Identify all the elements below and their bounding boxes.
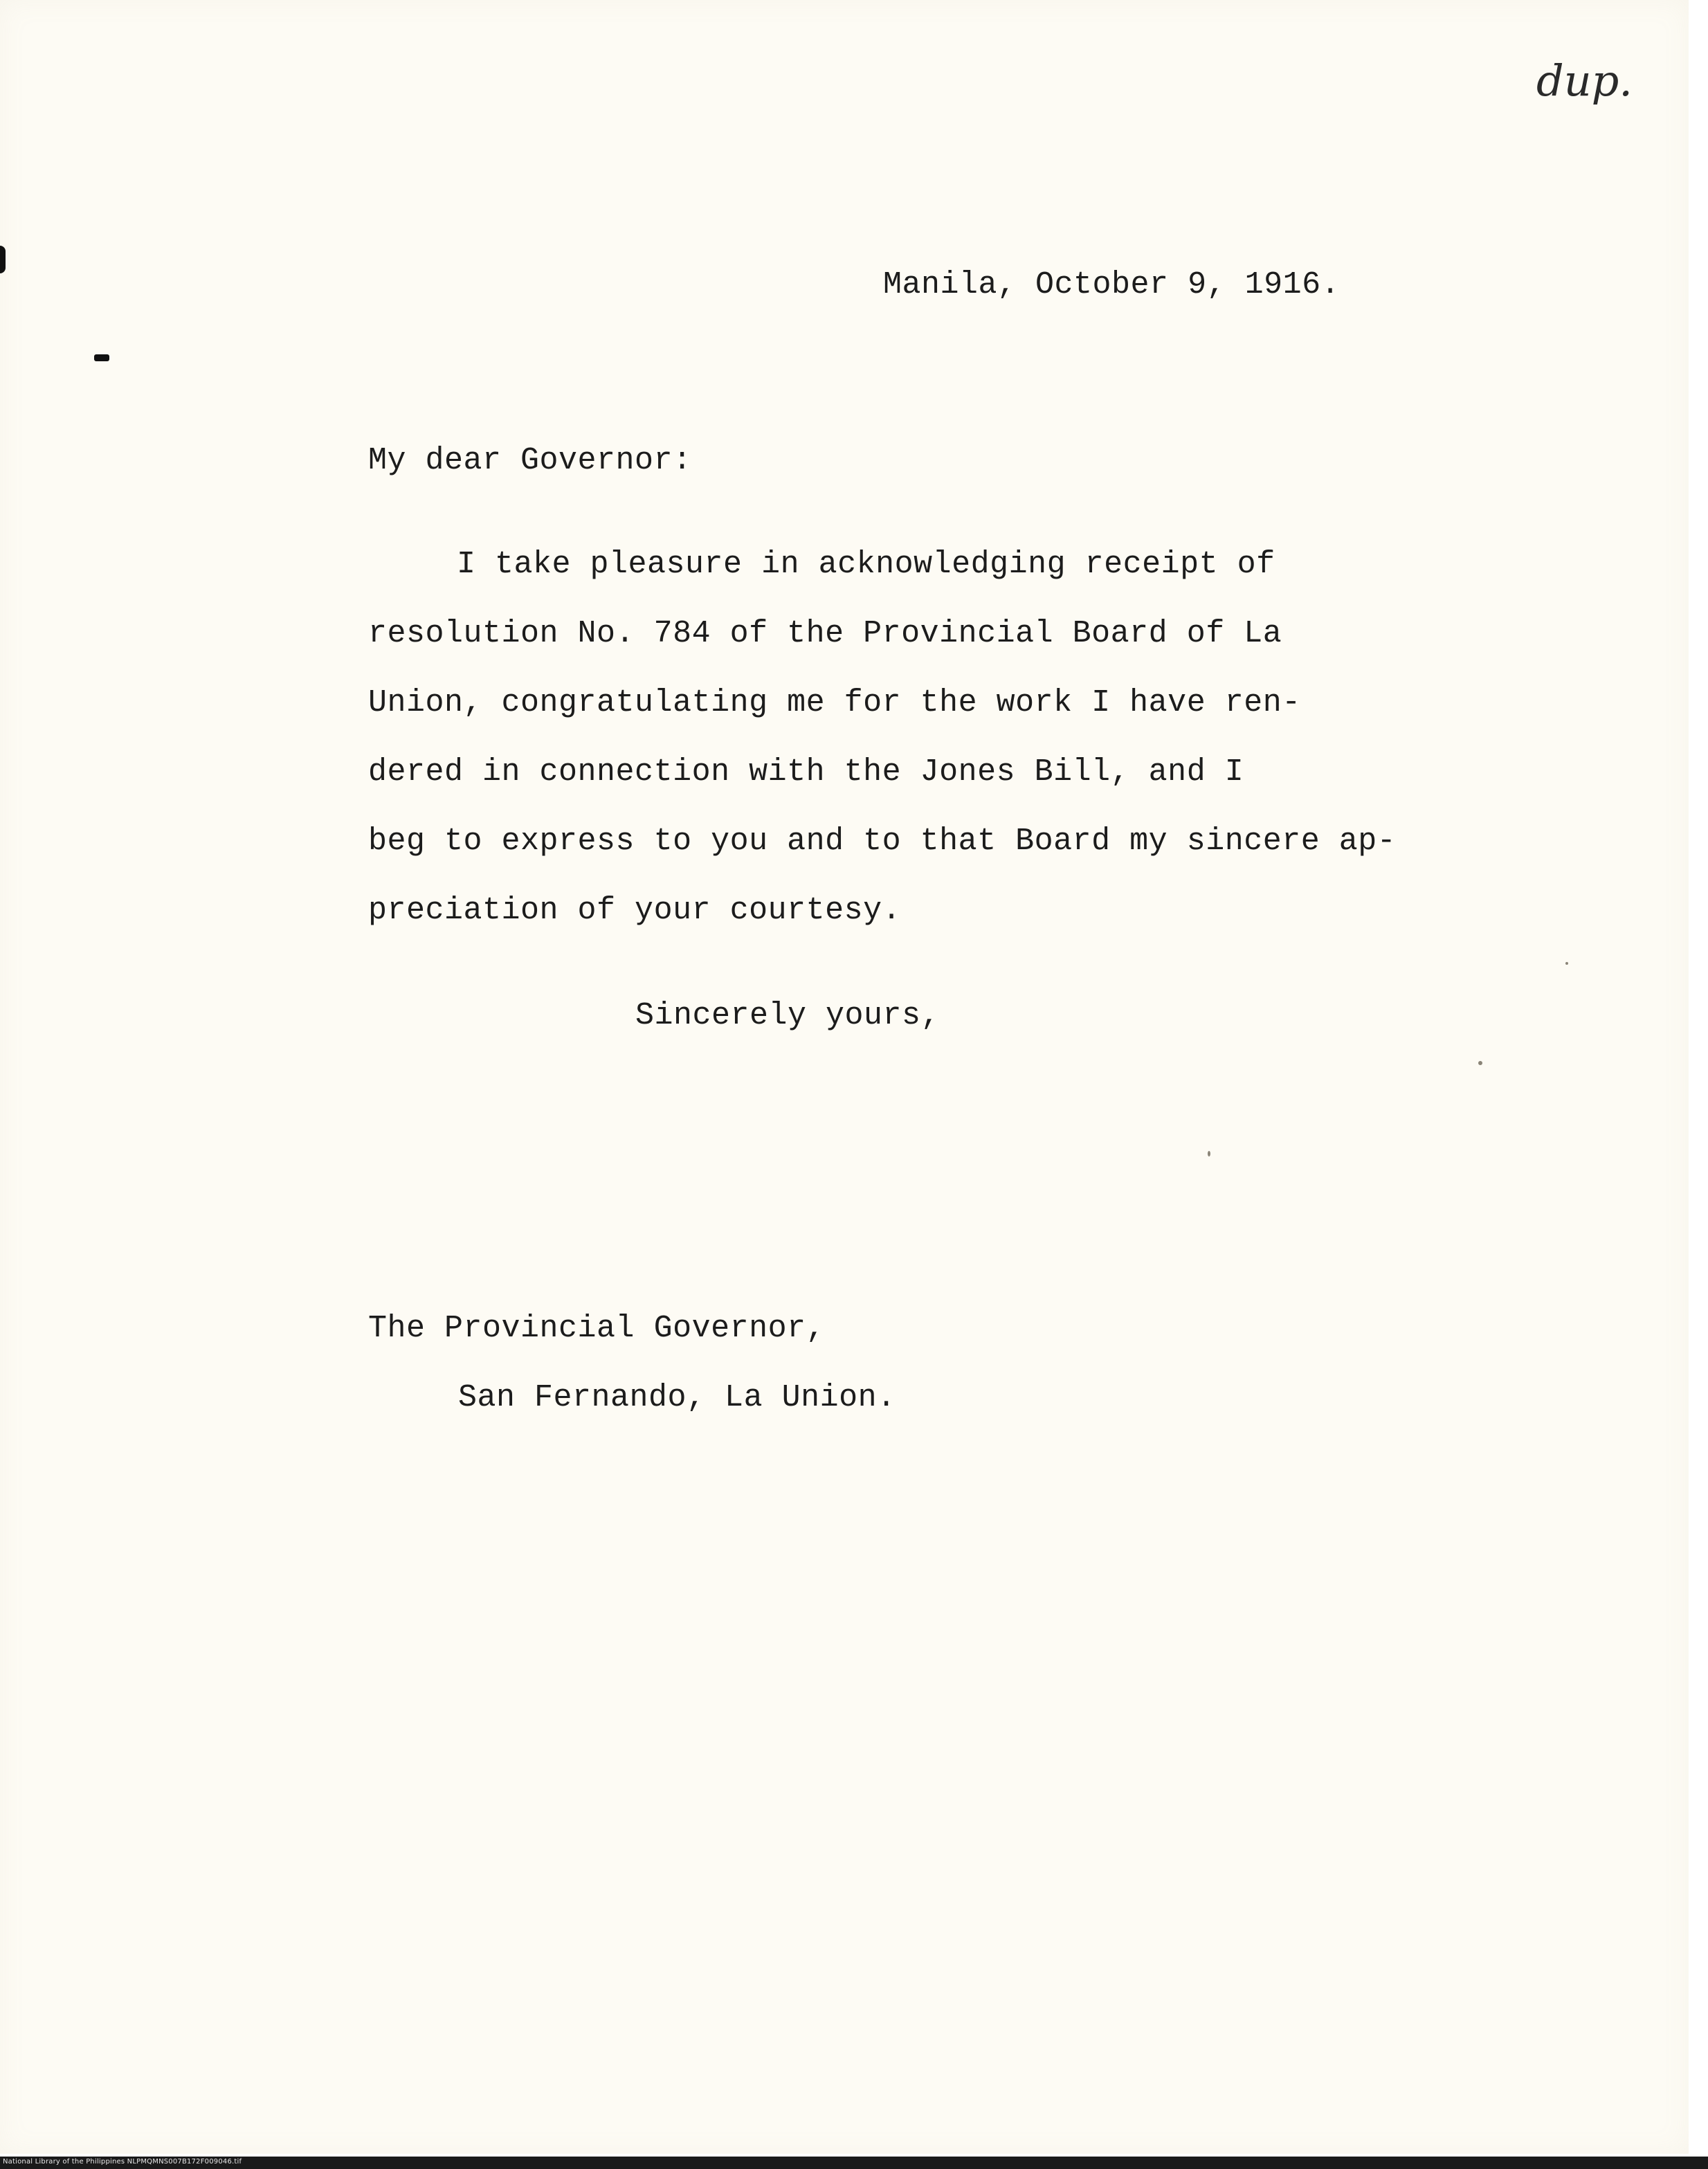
address-line: San Fernando, La Union.: [458, 1380, 896, 1415]
body-line: Union, congratulating me for the work I have ren-: [368, 685, 1301, 720]
body-line: beg to express to you and to that Board my sincere ap-: [368, 824, 1397, 859]
handwritten-annotation: dup.: [1536, 55, 1633, 106]
date-line: Manila, October 9, 1916.: [883, 267, 1341, 302]
paper-speck: [1208, 1151, 1210, 1156]
body-line: resolution No. 784 of the Provincial Board of La: [368, 616, 1282, 651]
body-line: I take pleasure in acknowledging receipt of: [457, 547, 1275, 582]
paper-speck: [1478, 1061, 1482, 1065]
scan-footer-label: National Library of the Philippines NLPMQMNS007B172F009046.tif: [3, 2158, 242, 2166]
address-line: The Provincial Governor,: [368, 1311, 826, 1346]
body-line: preciation of your courtesy.: [368, 893, 902, 928]
paper-speck: [1565, 962, 1568, 965]
scan-footer-strip: [0, 2157, 1708, 2169]
scan-edge-mark: [0, 246, 6, 273]
closing: Sincerely yours,: [635, 998, 941, 1033]
body-line: dered in connection with the Jones Bill, and I: [368, 754, 1244, 790]
salutation: My dear Governor:: [368, 443, 692, 478]
scan-blot-mark: [94, 354, 109, 361]
